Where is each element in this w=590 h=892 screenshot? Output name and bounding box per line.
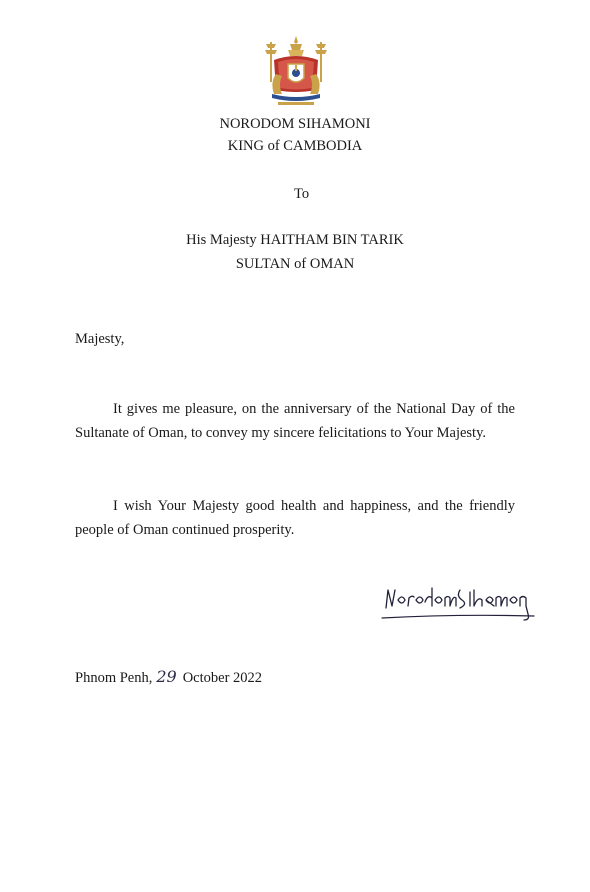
body-paragraph: I wish Your Majesty good health and happiness, and the friendly people of Oman continued prosperity. <box>75 498 515 538</box>
handwritten-day: 29 <box>156 667 177 686</box>
body-paragraph: It gives me pleasure, on the anniversary of the National Day of the Sultanate of Oman, to convey my sincere felicitations to Your Majesty. <box>75 401 515 441</box>
salutation: Majesty, <box>75 331 125 347</box>
sender-title: KING of CAMBODIA <box>227 138 363 154</box>
royal-crest-icon <box>260 34 332 108</box>
sender-name: NORODOM SIHAMONI <box>219 116 371 132</box>
signature-text: Norodom Sihamoni <box>378 566 493 582</box>
place: Phnom Penh, <box>75 670 153 686</box>
recipient-name: His Majesty HAITHAM BIN TARIK <box>186 232 404 248</box>
signature <box>378 566 538 626</box>
place-date-line <box>75 665 262 690</box>
month-year: October 2022 <box>182 670 263 686</box>
to-word: To <box>294 186 310 202</box>
recipient-title: SULTAN of OMAN <box>235 256 355 272</box>
